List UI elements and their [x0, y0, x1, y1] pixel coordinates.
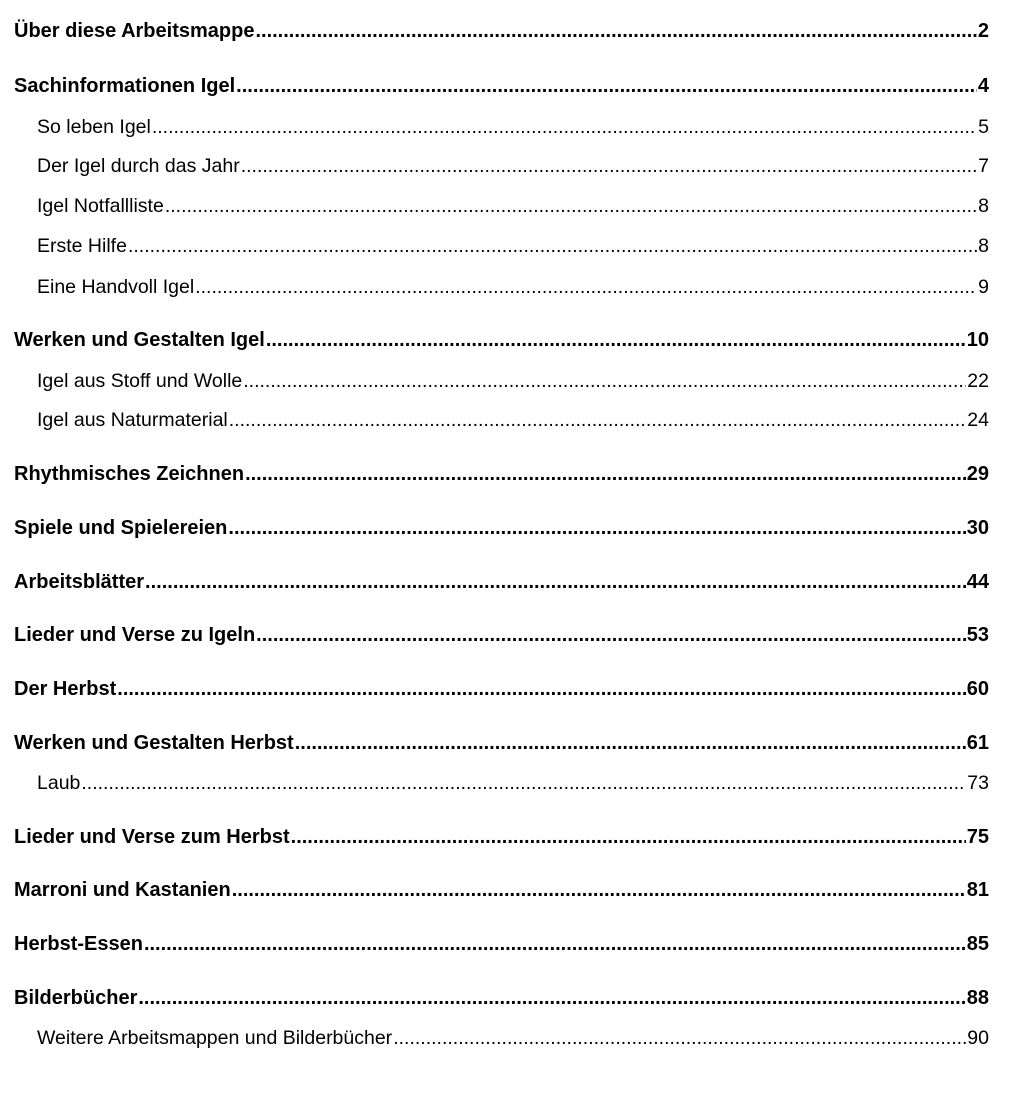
toc-entry[interactable] — [0, 116, 989, 139]
toc-dot-leader — [228, 517, 965, 537]
toc-entry-title: Arbeitsblätter — [14, 571, 145, 593]
toc-entry-page: 2 — [977, 20, 989, 42]
toc-entry-title: Rhythmisches Zeichnen — [14, 463, 245, 485]
toc-dot-leader — [266, 329, 966, 349]
toc-entry-title: Bilderbücher — [14, 987, 138, 1009]
toc-entry[interactable] — [0, 1027, 989, 1050]
toc-dot-leader — [229, 409, 967, 429]
toc-entry[interactable] — [0, 370, 989, 393]
toc-entry[interactable] — [0, 732, 989, 755]
toc-dot-leader — [255, 20, 976, 40]
toc-dot-leader — [256, 624, 966, 644]
toc-entry-page: 8 — [978, 195, 989, 217]
toc-entry-title: Igel Notfallliste — [37, 195, 164, 217]
toc-entry-page: 81 — [966, 879, 989, 901]
toc-entry[interactable] — [0, 195, 989, 218]
toc-dot-leader — [241, 155, 977, 175]
toc-entry-page: 85 — [966, 933, 989, 955]
toc-entry-title: Spiele und Spielereien — [14, 517, 228, 539]
toc-dot-leader — [245, 463, 966, 483]
toc-entry-page: 61 — [966, 732, 989, 754]
toc-entry[interactable] — [0, 987, 989, 1010]
toc-entry[interactable] — [0, 772, 989, 795]
toc-entry-title: So leben Igel — [37, 116, 151, 138]
toc-entry-page: 24 — [967, 409, 989, 431]
toc-entry-page: 60 — [966, 678, 989, 700]
toc-entry[interactable] — [0, 624, 989, 647]
toc-entry-page: 9 — [978, 276, 989, 298]
toc-entry-page: 44 — [966, 571, 989, 593]
toc-entry[interactable] — [0, 517, 989, 540]
toc-entry-title: Werken und Gestalten Herbst — [14, 732, 294, 754]
toc-entry-page: 8 — [978, 235, 989, 257]
toc-entry[interactable] — [0, 409, 989, 432]
toc-dot-leader — [138, 987, 965, 1007]
toc-dot-leader — [81, 772, 966, 792]
toc-dot-leader — [195, 276, 977, 296]
toc-entry-title: Marroni und Kastanien — [14, 879, 231, 901]
toc-entry-title: Erste Hilfe — [37, 235, 127, 257]
toc-entry-page: 5 — [978, 116, 989, 138]
toc-entry-page: 22 — [967, 370, 989, 392]
toc-entry-title: Der Herbst — [14, 678, 117, 700]
toc-entry-title: Igel aus Stoff und Wolle — [37, 370, 243, 392]
toc-entry-title: Der Igel durch das Jahr — [37, 155, 240, 177]
toc-entry-page: 75 — [966, 826, 989, 848]
toc-entry-title: Lieder und Verse zu Igeln — [14, 624, 256, 646]
toc-dot-leader — [243, 370, 966, 390]
toc-entry-title: Weitere Arbeitsmappen und Bilderbücher — [37, 1027, 393, 1049]
toc-entry-title: Igel aus Naturmaterial — [37, 409, 228, 431]
toc-entry-page: 4 — [977, 75, 989, 97]
toc-entry[interactable] — [0, 879, 989, 902]
toc-entry[interactable] — [0, 75, 989, 98]
toc-dot-leader — [295, 732, 966, 752]
toc-dot-leader — [145, 571, 966, 591]
toc-entry-page: 90 — [967, 1027, 989, 1049]
toc-dot-leader — [128, 235, 977, 255]
toc-entry[interactable] — [0, 276, 989, 299]
toc-entry-title: Werken und Gestalten Igel — [14, 329, 265, 351]
toc-entry-title: Laub — [37, 772, 81, 794]
toc-entry[interactable] — [0, 155, 989, 178]
toc-entry-page: 73 — [967, 772, 989, 794]
toc-entry[interactable] — [0, 20, 989, 43]
toc-dot-leader — [117, 678, 965, 698]
toc-dot-leader — [291, 826, 966, 846]
toc-entry[interactable] — [0, 463, 989, 486]
toc-entry-page: 29 — [966, 463, 989, 485]
toc-entry-title: Lieder und Verse zum Herbst — [14, 826, 290, 848]
toc-entry-page: 53 — [966, 624, 989, 646]
toc-entry-page: 88 — [966, 987, 989, 1009]
toc-dot-leader — [165, 195, 977, 215]
toc-entry[interactable] — [0, 678, 989, 701]
toc-entry-title: Herbst-Essen — [14, 933, 143, 955]
toc-dot-leader — [393, 1027, 966, 1047]
toc-dot-leader — [144, 933, 966, 953]
toc-entry-page: 7 — [978, 155, 989, 177]
toc-entry-page: 10 — [966, 329, 989, 351]
toc-entry-title: Eine Handvoll Igel — [37, 276, 195, 298]
toc-entry[interactable] — [0, 933, 989, 956]
toc-entry[interactable] — [0, 571, 989, 594]
toc-entry-page: 30 — [966, 517, 989, 539]
toc-dot-leader — [236, 75, 977, 95]
toc-entry-title: Sachinformationen Igel — [14, 75, 236, 97]
toc-entry[interactable] — [0, 329, 989, 352]
toc-entry[interactable] — [0, 235, 989, 258]
toc-entry[interactable] — [0, 826, 989, 849]
toc-dot-leader — [232, 879, 966, 899]
toc-entry-title: Über diese Arbeitsmappe — [14, 20, 255, 42]
toc-dot-leader — [152, 116, 977, 136]
